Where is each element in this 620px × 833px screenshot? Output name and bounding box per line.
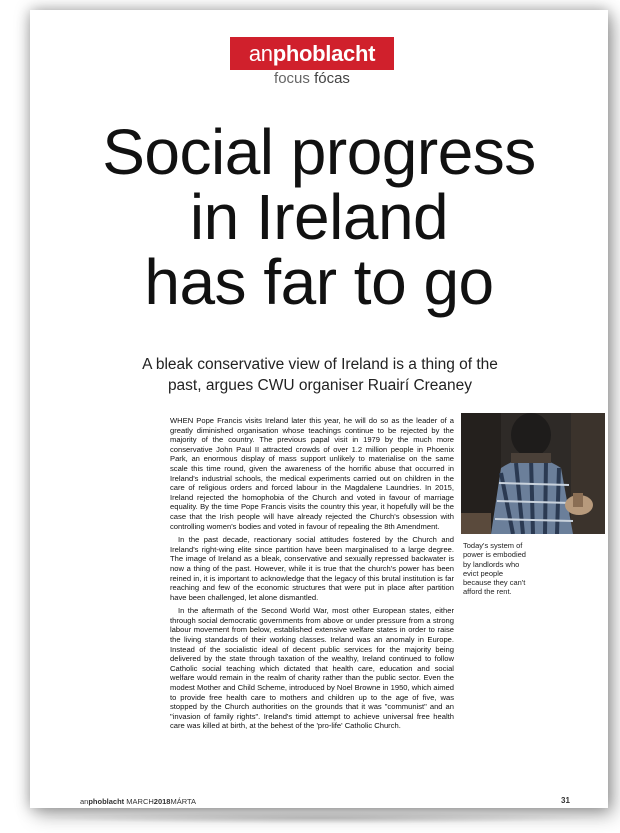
photo-illustration (461, 413, 605, 534)
page-number: 31 (561, 796, 570, 805)
standfirst-line-2: past, argues CWU organiser Ruairí Creaney (167, 377, 473, 394)
paragraph: In the aftermath of the Second World War, most other European states, either through social democratic governments from above or under pressure from a strong labour movement from below, established extensive welfare states in order to raise the living standards of their working classes. Ireland was an anomaly in Europe. Instead of the socialistic ideal of decent public services for the majority being delivered by the state through taxation of the wealthy, Ireland continued to follow Catholic social teaching which dictated that health care, education and social welfare would remain in the realm of charity rather than the public sector. Even the modest Mother and Child Scheme, introduced by Noel Browne in 1950, which aimed to provide free health care to mothers and children up to the age of five, was stopped by the Church authorities on the grounds that it was "communist" and an "invasion of family rights". Ireland's timid attempt to achieve universal free health care was killed at birth, at the behest of the 'pro-life' Catholic Church. (170, 606, 454, 731)
masthead-part1: an (248, 41, 273, 66)
footer-brand: anphoblacht MARCH2018MÁRTA (80, 797, 197, 806)
headline-line-3: has far to go (144, 246, 494, 318)
masthead-part2: phoblacht (272, 41, 376, 66)
magazine-page (30, 10, 608, 808)
page-shadow (40, 812, 600, 824)
headline-line-1: Social progress (102, 116, 536, 188)
paragraph: WHEN Pope Francis visits Ireland later this year, he will do so as the leader of a greatly diminished organisation whose teachings continue to be rejected by the majority of the country. The previous papal visit in 1979 by the much more conservative John Paul II attracted crowds of over 1.2 million people in Phoenix Park, an enormous display of mass support unlikely to materialise on the same scale this time round, given the awareness of the horrific abuse that occurred in Ireland's industrial schools, the medical experiments carried out on children in the care of religious orders and forced labour in the Magdalene Laundries. In 2015, Ireland rejected the homophobia of the Church and voted in favour of marriage equality. By the time Pope Francis visits the country this year, it hopefully will be the case that the Irish people will have already rejected the Church's obsession with controlling women's bodies and voted in favour of repealing the 8th Amendment. (170, 416, 454, 531)
headline (30, 116, 608, 318)
article-body (170, 416, 454, 735)
section-ga: fócas (314, 70, 350, 87)
photo-caption: Today's system of power is embodied by landlords who evict people because they can't afford the rent. (463, 541, 526, 597)
section-en: focus (274, 70, 310, 87)
article-photo (461, 413, 605, 534)
standfirst-line-1: A bleak conservative view of Ireland is a thing of the (142, 356, 498, 373)
standfirst (90, 354, 550, 396)
headline-line-2: in Ireland (189, 181, 449, 253)
section-label (230, 70, 394, 87)
masthead-logo (230, 37, 394, 70)
paragraph: In the past decade, reactionary social attitudes fostered by the Church and Ireland's right-wing elite since partition have been marginalised to a large degree. The image of Ireland as a bleak, conservative and sexually repressed backwater is now a thing of the past. However, while it is true that the church's power has been reined in, it is important to acknowledge that the legacy of this brutal institution is far reaching and few of the economic structures that were put in place after partition have been challenged, let alone dismantled. (170, 535, 454, 602)
